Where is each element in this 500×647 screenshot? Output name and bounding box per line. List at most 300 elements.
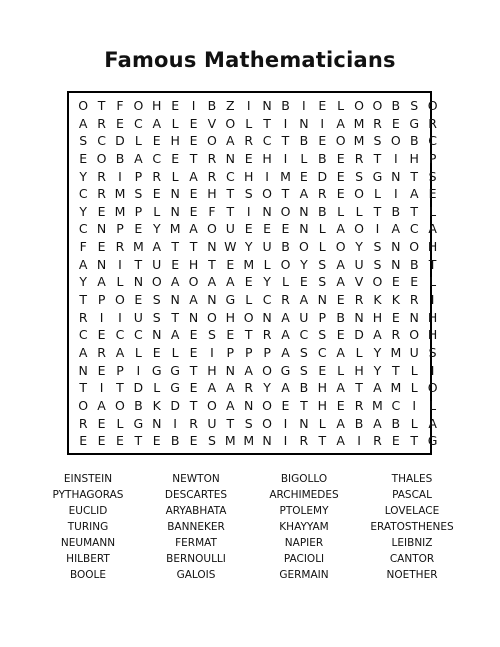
grid-letter: N bbox=[391, 239, 401, 255]
grid-letter: O bbox=[280, 203, 291, 219]
grid-letter: E bbox=[189, 433, 198, 449]
grid-letter: R bbox=[97, 115, 106, 131]
grid-letter: I bbox=[430, 292, 435, 308]
grid-letter: I bbox=[136, 362, 141, 378]
letter-grid bbox=[74, 97, 442, 450]
grid-letter: B bbox=[409, 133, 419, 149]
grid-letter: I bbox=[283, 150, 288, 166]
grid-letter: F bbox=[79, 239, 87, 255]
grid-letter: C bbox=[428, 133, 437, 149]
grid-letter: S bbox=[244, 186, 253, 202]
grid-letter: N bbox=[354, 309, 364, 325]
grid-letter: B bbox=[391, 203, 401, 219]
grid-letter: U bbox=[133, 309, 143, 325]
grid-letter: G bbox=[170, 362, 180, 378]
grid-letter: E bbox=[336, 150, 345, 166]
grid-letter: R bbox=[317, 186, 327, 202]
grid-letter: G bbox=[133, 415, 144, 431]
grid-letter: A bbox=[336, 344, 345, 360]
grid-letter: N bbox=[96, 256, 107, 272]
grid-letter: E bbox=[281, 397, 290, 413]
grid-letter: L bbox=[410, 362, 418, 378]
grid-letter: E bbox=[299, 168, 308, 184]
grid-letter: E bbox=[281, 221, 290, 237]
grid-letter: M bbox=[280, 168, 291, 184]
grid-letter: P bbox=[318, 309, 327, 325]
grid-letter: T bbox=[373, 203, 382, 219]
word-list-item: GERMAIN bbox=[279, 569, 329, 581]
grid-letter: O bbox=[225, 115, 236, 131]
grid-letter: O bbox=[262, 186, 273, 202]
grid-letter: O bbox=[262, 397, 273, 413]
grid-letter: A bbox=[281, 327, 290, 343]
grid-letter: E bbox=[336, 186, 345, 202]
grid-letter: E bbox=[226, 256, 235, 272]
grid-letter: T bbox=[373, 150, 382, 166]
grid-letter: E bbox=[391, 274, 400, 290]
grid-letter: N bbox=[391, 168, 401, 184]
grid-letter: H bbox=[207, 362, 217, 378]
grid-letter: U bbox=[409, 344, 419, 360]
grid-letter: U bbox=[225, 221, 235, 237]
grid-letter: I bbox=[118, 168, 122, 184]
grid-letter: A bbox=[409, 186, 419, 202]
grid-letter: L bbox=[410, 415, 418, 431]
grid-letter: S bbox=[207, 433, 216, 449]
grid-letter: I bbox=[283, 415, 288, 431]
grid-letter: H bbox=[244, 168, 254, 184]
word-list-item: BERNOULLI bbox=[166, 553, 226, 565]
grid-letter: N bbox=[152, 327, 162, 343]
grid-letter: R bbox=[299, 433, 309, 449]
grid-letter: C bbox=[134, 327, 143, 343]
grid-letter: V bbox=[354, 274, 364, 290]
grid-letter: E bbox=[79, 433, 88, 449]
grid-letter: Y bbox=[79, 274, 88, 290]
grid-letter: A bbox=[336, 221, 345, 237]
grid-letter: T bbox=[244, 327, 253, 343]
grid-letter: A bbox=[428, 221, 437, 237]
grid-letter: N bbox=[225, 362, 235, 378]
grid-letter: L bbox=[171, 115, 179, 131]
grid-letter: A bbox=[373, 380, 382, 396]
grid-letter: N bbox=[299, 115, 309, 131]
word-list-item: PTOLEMY bbox=[279, 505, 329, 517]
grid-letter: C bbox=[299, 327, 309, 343]
grid-letter: I bbox=[412, 397, 417, 413]
grid-letter: T bbox=[226, 186, 235, 202]
grid-letter: Y bbox=[300, 256, 308, 272]
grid-letter: E bbox=[263, 221, 272, 237]
grid-letter: E bbox=[116, 433, 124, 449]
grid-letter: M bbox=[372, 397, 383, 413]
grid-letter: I bbox=[320, 115, 325, 131]
grid-letter: A bbox=[299, 292, 309, 308]
grid-letter: A bbox=[170, 327, 180, 343]
word-list-item: LOVELACE bbox=[384, 505, 440, 517]
grid-letter: E bbox=[171, 256, 180, 272]
grid-letter: E bbox=[189, 327, 198, 343]
grid-letter: N bbox=[170, 203, 180, 219]
grid-letter: S bbox=[244, 415, 253, 431]
grid-letter: E bbox=[189, 380, 198, 396]
grid-letter: T bbox=[116, 380, 124, 396]
grid-letter: Y bbox=[373, 344, 382, 360]
grid-letter: M bbox=[132, 239, 144, 255]
grid-letter: P bbox=[116, 221, 124, 237]
word-list bbox=[34, 471, 466, 583]
grid-letter: I bbox=[375, 221, 380, 237]
grid-letter: O bbox=[427, 98, 438, 113]
puzzle-title: Famous Mathematicians bbox=[104, 48, 396, 72]
grid-letter: T bbox=[171, 239, 179, 255]
grid-letter: D bbox=[317, 168, 328, 184]
grid-letter: N bbox=[299, 221, 309, 237]
grid-letter: O bbox=[262, 362, 273, 378]
grid-letter: T bbox=[134, 256, 143, 272]
grid-letter: W bbox=[224, 239, 237, 255]
grid-letter: Y bbox=[263, 380, 271, 396]
grid-letter: L bbox=[429, 203, 437, 219]
grid-letter: T bbox=[281, 186, 290, 202]
grid-letter: R bbox=[409, 292, 419, 308]
grid-letter: R bbox=[152, 168, 162, 184]
grid-letter: O bbox=[298, 239, 309, 255]
grid-letter: I bbox=[430, 362, 435, 378]
grid-letter: L bbox=[355, 203, 363, 219]
grid-letter: P bbox=[97, 292, 106, 308]
grid-letter: A bbox=[189, 292, 198, 308]
grid-letter: D bbox=[133, 380, 144, 396]
grid-letter: Y bbox=[263, 274, 271, 290]
grid-letter: R bbox=[97, 344, 106, 360]
grid-letter: C bbox=[78, 186, 88, 202]
grid-letter: S bbox=[428, 344, 437, 360]
grid-letter: L bbox=[410, 380, 418, 396]
grid-letter: R bbox=[207, 168, 217, 184]
grid-letter: T bbox=[79, 292, 88, 308]
grid-letter: A bbox=[373, 415, 382, 431]
grid-letter: V bbox=[207, 115, 217, 131]
grid-letter: O bbox=[390, 133, 401, 149]
grid-letter: T bbox=[392, 362, 400, 378]
grid-letter: R bbox=[262, 327, 272, 343]
word-list-item: PACIOLI bbox=[283, 553, 325, 565]
grid-letter: E bbox=[391, 115, 400, 131]
grid-letter: P bbox=[134, 203, 143, 219]
grid-letter: C bbox=[97, 133, 106, 149]
grid-letter: N bbox=[207, 292, 217, 308]
word-list-item: BANNEKER bbox=[167, 521, 225, 533]
grid-letter: E bbox=[336, 397, 345, 413]
grid-letter: B bbox=[115, 150, 125, 166]
grid-letter: E bbox=[189, 133, 198, 149]
grid-letter: U bbox=[299, 309, 309, 325]
grid-letter: R bbox=[373, 115, 382, 131]
grid-letter: A bbox=[207, 274, 217, 290]
grid-letter: Y bbox=[244, 239, 253, 255]
grid-letter: E bbox=[336, 327, 345, 343]
grid-letter: A bbox=[134, 150, 143, 166]
grid-letter: L bbox=[245, 115, 253, 131]
grid-letter: B bbox=[354, 415, 364, 431]
grid-letter: T bbox=[226, 203, 235, 219]
grid-letter: B bbox=[207, 98, 217, 113]
grid-letter: P bbox=[244, 344, 253, 360]
grid-letter: H bbox=[427, 327, 438, 343]
grid-letter: M bbox=[353, 115, 365, 131]
grid-letter: S bbox=[207, 327, 216, 343]
grid-letter: E bbox=[79, 150, 88, 166]
grid-letter: T bbox=[97, 98, 106, 113]
grid-letter: I bbox=[246, 203, 251, 219]
grid-letter: T bbox=[410, 168, 419, 184]
grid-letter: N bbox=[262, 203, 272, 219]
grid-letter: L bbox=[153, 203, 161, 219]
grid-letter: R bbox=[78, 415, 88, 431]
grid-letter: R bbox=[78, 309, 88, 325]
grid-letter: A bbox=[226, 380, 235, 396]
grid-letter: A bbox=[428, 415, 437, 431]
grid-letter: E bbox=[226, 327, 235, 343]
grid-letter: H bbox=[262, 150, 272, 166]
grid-letter: U bbox=[262, 239, 272, 255]
grid-letter: Y bbox=[79, 168, 88, 184]
word-list-item: BIGOLLO bbox=[280, 473, 328, 485]
grid-letter: N bbox=[262, 98, 272, 113]
word-list-item: EINSTEIN bbox=[63, 473, 113, 485]
word-list-item: DESCARTES bbox=[164, 489, 228, 501]
grid-letter: H bbox=[372, 309, 383, 325]
grid-letter: H bbox=[188, 256, 199, 272]
grid-letter: S bbox=[299, 362, 308, 378]
grid-letter: E bbox=[189, 186, 198, 202]
grid-letter: O bbox=[243, 309, 254, 325]
grid-letter: S bbox=[318, 274, 327, 290]
grid-letter: R bbox=[281, 292, 290, 308]
grid-letter: R bbox=[244, 380, 254, 396]
grid-letter: H bbox=[170, 133, 180, 149]
grid-letter: T bbox=[263, 115, 271, 131]
grid-letter: E bbox=[171, 150, 180, 166]
grid-letter: C bbox=[391, 397, 401, 413]
grid-letter: A bbox=[78, 115, 88, 131]
grid-letter: A bbox=[373, 327, 382, 343]
grid-letter: I bbox=[191, 98, 196, 113]
grid-letter: L bbox=[116, 415, 124, 431]
grid-letter: M bbox=[224, 433, 236, 449]
grid-letter: T bbox=[226, 415, 235, 431]
grid-letter: S bbox=[373, 256, 382, 272]
grid-letter: B bbox=[391, 98, 401, 113]
grid-letter: B bbox=[317, 203, 327, 219]
grid-letter: A bbox=[281, 344, 290, 360]
grid-letter: N bbox=[133, 274, 144, 290]
grid-letter: I bbox=[393, 150, 398, 166]
grid-letter: C bbox=[317, 344, 327, 360]
grid-letter: A bbox=[115, 344, 125, 360]
grid-letter: A bbox=[336, 415, 345, 431]
grid-letter: O bbox=[409, 239, 420, 255]
grid-letter: L bbox=[171, 168, 179, 184]
grid-letter: L bbox=[318, 239, 326, 255]
grid-letter: L bbox=[282, 274, 289, 290]
grid-letter: O bbox=[427, 380, 438, 396]
grid-letter: I bbox=[393, 186, 398, 202]
grid-letter: P bbox=[134, 168, 143, 184]
grid-letter: O bbox=[354, 221, 364, 237]
word-list-item: HILBERT bbox=[66, 553, 110, 565]
grid-letter: H bbox=[427, 239, 438, 255]
grid-letter: M bbox=[243, 433, 255, 449]
grid-letter: H bbox=[317, 380, 327, 396]
grid-letter: E bbox=[244, 221, 253, 237]
word-list-item: THALES bbox=[391, 473, 433, 485]
grid-letter: A bbox=[152, 239, 162, 255]
grid-letter: T bbox=[134, 433, 143, 449]
grid-letter: O bbox=[372, 274, 383, 290]
grid-letter: O bbox=[96, 150, 107, 166]
grid-letter: T bbox=[410, 203, 419, 219]
grid-letter: L bbox=[318, 415, 326, 431]
grid-letter: L bbox=[245, 292, 253, 308]
grid-letter: N bbox=[299, 415, 309, 431]
word-list-item: BOOLE bbox=[69, 569, 107, 581]
grid-letter: N bbox=[170, 186, 180, 202]
grid-letter: E bbox=[336, 168, 345, 184]
grid-letter: L bbox=[337, 98, 345, 113]
grid-letter: Y bbox=[79, 203, 88, 219]
word-list-item: GALOIS bbox=[176, 569, 216, 581]
grid-letter: T bbox=[410, 433, 419, 449]
grid-letter: S bbox=[318, 256, 327, 272]
grid-letter: H bbox=[354, 362, 364, 378]
grid-letter: G bbox=[372, 168, 383, 184]
grid-letter: N bbox=[188, 309, 199, 325]
grid-letter: I bbox=[246, 98, 251, 113]
grid-letter: A bbox=[189, 221, 198, 237]
grid-letter: B bbox=[281, 98, 290, 113]
grid-letter: E bbox=[97, 433, 106, 449]
grid-letter: A bbox=[97, 274, 106, 290]
grid-letter: O bbox=[372, 98, 383, 113]
grid-letter: I bbox=[99, 380, 104, 396]
word-list-item: ARCHIMEDES bbox=[269, 489, 339, 501]
grid-letter: O bbox=[335, 239, 346, 255]
grid-letter: T bbox=[208, 256, 216, 272]
grid-letter: N bbox=[262, 433, 272, 449]
grid-letter: R bbox=[428, 115, 437, 131]
grid-letter: A bbox=[152, 115, 162, 131]
grid-letter: L bbox=[337, 203, 345, 219]
grid-letter: A bbox=[336, 274, 345, 290]
grid-letter: P bbox=[263, 344, 271, 360]
grid-letter: N bbox=[299, 203, 309, 219]
word-list-item: ARYABHATA bbox=[165, 505, 227, 517]
grid-letter: E bbox=[97, 362, 106, 378]
grid-letter: S bbox=[152, 292, 161, 308]
word-list-item: PASCAL bbox=[392, 489, 432, 501]
grid-letter: R bbox=[354, 397, 364, 413]
grid-letter: A bbox=[226, 133, 235, 149]
grid-letter: A bbox=[336, 115, 345, 131]
grid-letter: Z bbox=[226, 98, 235, 113]
grid-letter: A bbox=[336, 380, 345, 396]
grid-letter: O bbox=[354, 98, 364, 113]
grid-letter: E bbox=[116, 115, 124, 131]
grid-letter: B bbox=[409, 256, 419, 272]
grid-letter: A bbox=[244, 362, 253, 378]
grid-letter: T bbox=[281, 133, 290, 149]
grid-letter: E bbox=[410, 274, 419, 290]
grid-letter: A bbox=[170, 274, 180, 290]
grid-letter: U bbox=[207, 415, 217, 431]
grid-letter: I bbox=[118, 309, 122, 325]
grid-letter: N bbox=[96, 221, 107, 237]
grid-letter: Y bbox=[355, 239, 363, 255]
grid-letter: C bbox=[78, 327, 88, 343]
grid-letter: O bbox=[78, 397, 89, 413]
grid-letter: A bbox=[207, 380, 217, 396]
grid-letter: E bbox=[391, 433, 400, 449]
grid-letter: L bbox=[318, 221, 326, 237]
grid-letter: C bbox=[152, 150, 162, 166]
grid-letter: T bbox=[318, 433, 327, 449]
grid-letter: N bbox=[262, 309, 272, 325]
grid-letter: U bbox=[152, 256, 162, 272]
grid-letter: R bbox=[207, 150, 217, 166]
grid-letter: I bbox=[118, 256, 122, 272]
grid-letter: M bbox=[353, 133, 365, 149]
grid-letter: O bbox=[115, 397, 125, 413]
grid-letter: I bbox=[173, 415, 177, 431]
grid-letter: T bbox=[79, 380, 88, 396]
grid-letter: S bbox=[410, 98, 419, 113]
grid-letter: A bbox=[97, 397, 106, 413]
grid-letter: R bbox=[189, 415, 198, 431]
grid-letter: O bbox=[207, 397, 217, 413]
grid-letter: B bbox=[299, 133, 309, 149]
grid-letter: N bbox=[207, 239, 217, 255]
grid-letter: L bbox=[429, 274, 437, 290]
grid-letter: N bbox=[225, 150, 235, 166]
grid-letter: A bbox=[281, 380, 290, 396]
grid-letter: E bbox=[318, 133, 327, 149]
word-list-item: NEWTON bbox=[172, 473, 220, 485]
grid-letter: A bbox=[78, 344, 88, 360]
grid-letter: R bbox=[373, 433, 382, 449]
grid-letter: D bbox=[115, 133, 125, 149]
grid-letter: O bbox=[409, 327, 420, 343]
word-list-item: KHAYYAM bbox=[279, 521, 329, 533]
grid-letter: K bbox=[152, 397, 161, 413]
word-list-item: TURING bbox=[67, 521, 109, 533]
grid-letter: S bbox=[152, 309, 161, 325]
grid-letter: I bbox=[99, 309, 104, 325]
grid-letter: N bbox=[152, 415, 162, 431]
grid-letter: U bbox=[354, 256, 364, 272]
grid-letter: L bbox=[429, 397, 437, 413]
grid-letter: E bbox=[244, 150, 253, 166]
grid-letter: O bbox=[188, 274, 199, 290]
grid-letter: R bbox=[97, 168, 106, 184]
grid-letter: B bbox=[391, 415, 401, 431]
grid-letter: T bbox=[300, 397, 308, 413]
grid-letter: O bbox=[262, 415, 273, 431]
grid-letter: M bbox=[114, 186, 126, 202]
grid-letter: R bbox=[115, 239, 125, 255]
grid-letter: R bbox=[391, 327, 401, 343]
